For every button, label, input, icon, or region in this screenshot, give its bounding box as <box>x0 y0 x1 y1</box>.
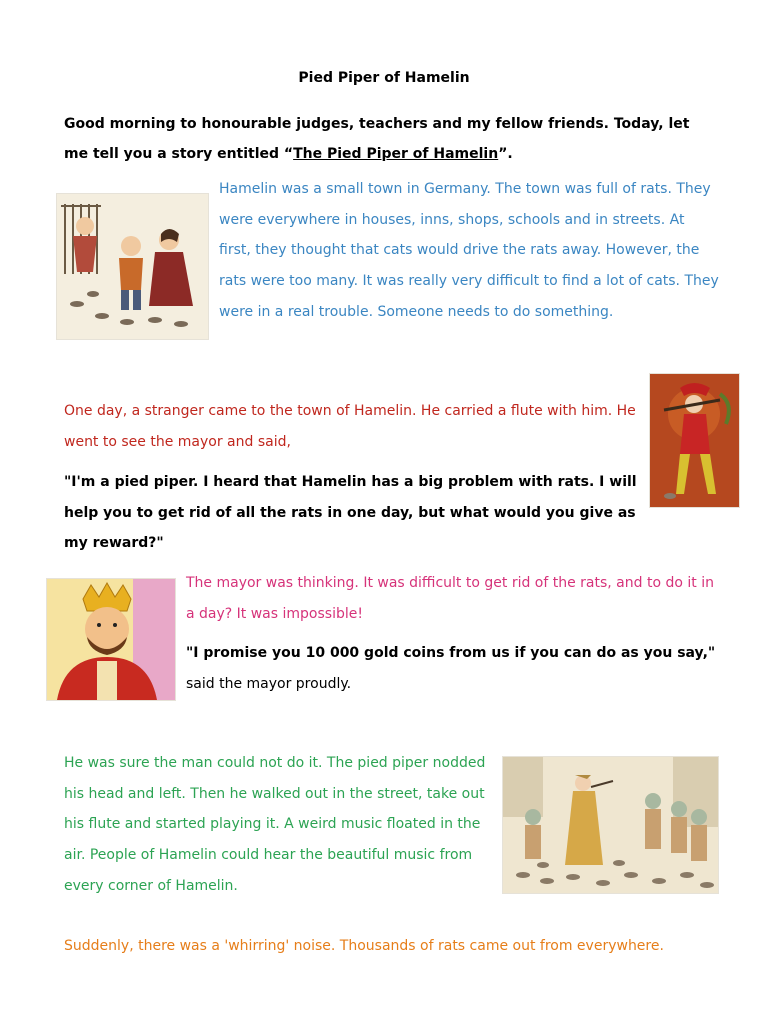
mayor-illustration <box>46 578 176 701</box>
paragraph-whirring-noise: Suddenly, there was a 'whirring' noise. Thousands of rats came out from everywhere. <box>64 938 664 954</box>
children-rats-art <box>57 194 208 339</box>
pied-piper-art <box>650 374 739 507</box>
piper-street-illustration <box>502 756 719 894</box>
paragraph-stranger: One day, a stranger came to the town of Hamelin. He carried a flute with him. He went to see the mayor and said, <box>64 403 636 450</box>
page-title: Pied Piper of Hamelin <box>298 70 470 86</box>
paragraph-piper-playing: He was sure the man could not do it. The pied piper nodded his head and left. Then he walked out in the street, take out his flute and started playing it. A weird music floated in the air. People of Hamelin could hear the beautiful music from every corner of Hamelin. <box>64 755 486 894</box>
quote-pied-piper: "I'm a pied piper. I heard that Hamelin has a big problem with rats. I will help you to get rid of all the rats in one day, but what would you give as my reward?" <box>64 474 637 551</box>
mayor-attribution: said the mayor proudly. <box>186 676 352 692</box>
piper-street-art <box>503 757 718 893</box>
intro-text: Good morning to honourable judges, teachers and my fellow friends. Today, let me tell you a story entitled “ <box>64 116 690 162</box>
story-title: The Pied Piper of Hamelin <box>293 146 499 162</box>
children-rats-illustration <box>56 193 209 340</box>
pied-piper-illustration <box>649 373 740 508</box>
paragraph-mayor-thinking: The mayor was thinking. It was difficult to get rid of the rats, and to do it in a day? It was impossible! <box>186 575 714 622</box>
intro-text-end: ”. <box>498 146 513 162</box>
quote-mayor: "I promise you 10 000 gold coins from us if you can do as you say," <box>186 645 716 661</box>
mayor-art <box>47 579 175 700</box>
intro-paragraph <box>64 109 714 169</box>
paragraph-rats-town: Hamelin was a small town in Germany. The town was full of rats. They were everywhere in houses, inns, shops, schools and in streets. At first, they thought that cats would drive the rats away. However, the rats were too many. It was really very difficult to find a lot of cats. They were in a real trouble. Someone needs to do something. <box>219 181 719 320</box>
